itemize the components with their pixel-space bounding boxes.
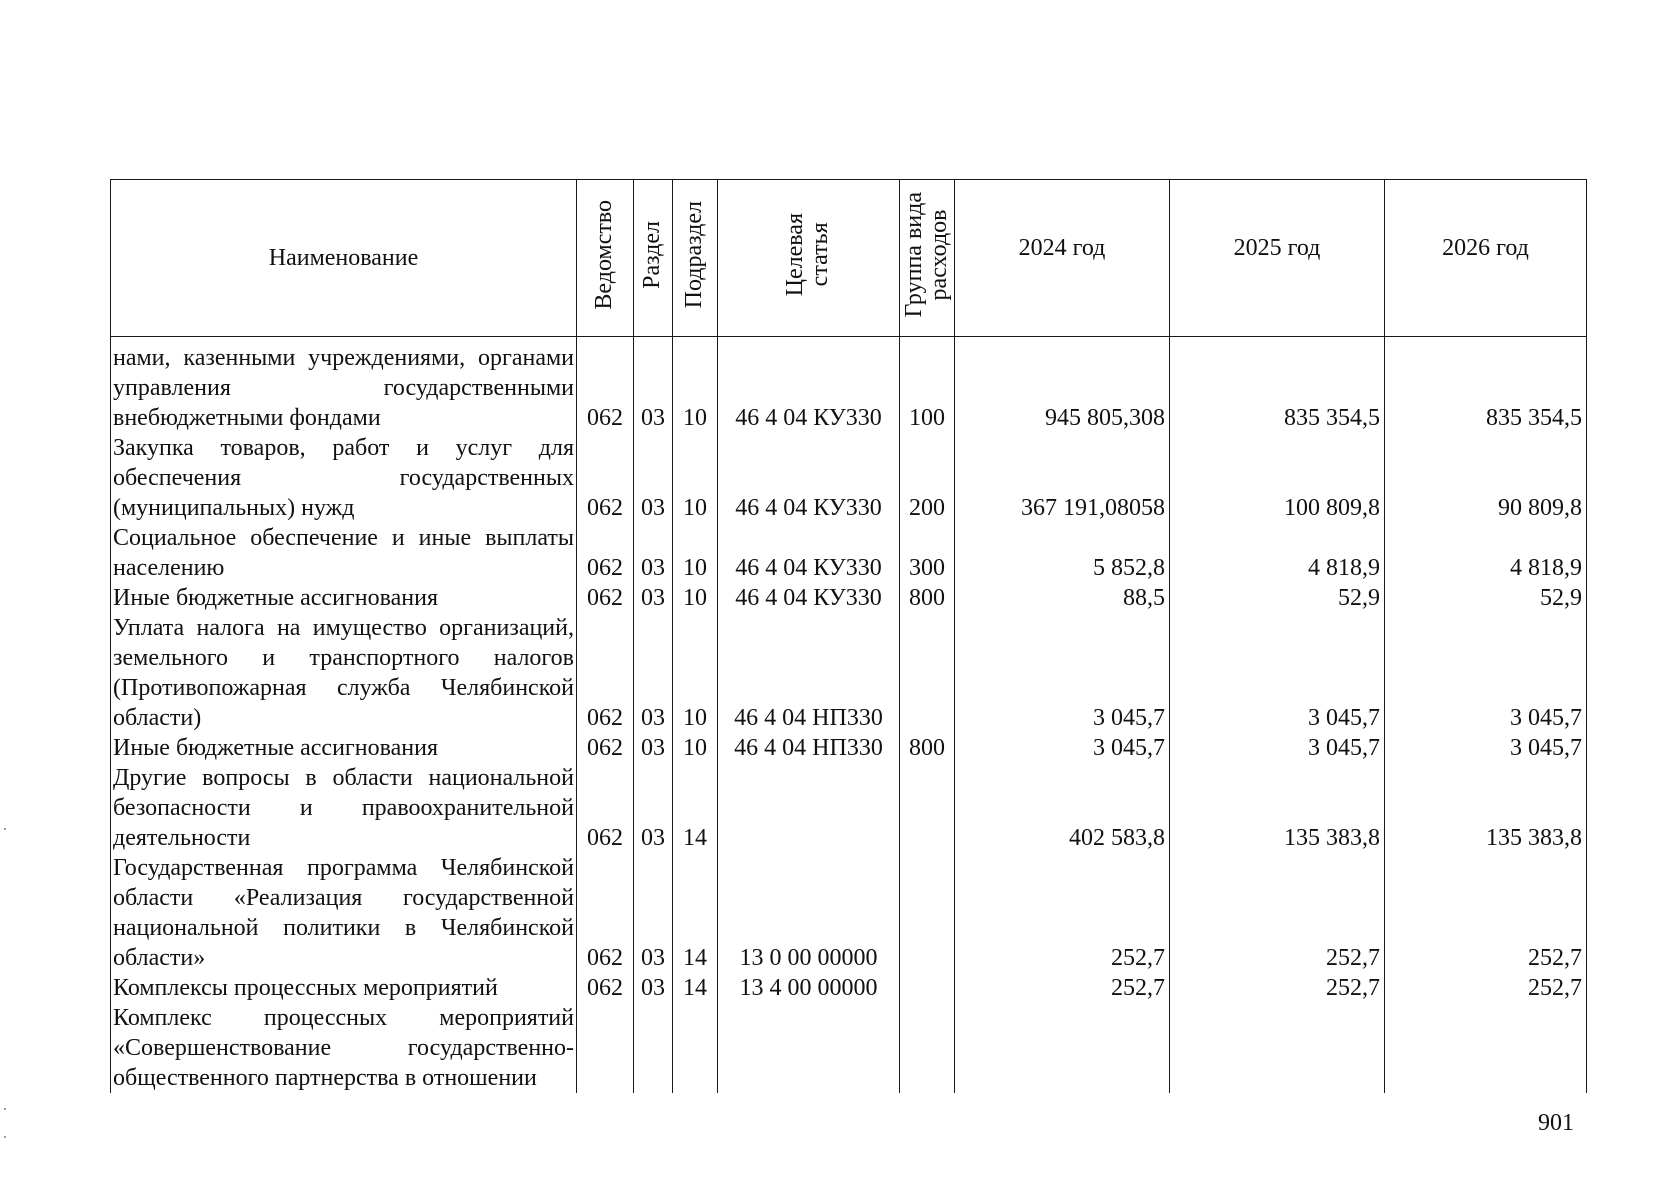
cell-group bbox=[900, 1003, 955, 1093]
cell-group: 300 bbox=[900, 523, 955, 583]
cell-2026: 252,7 bbox=[1385, 973, 1587, 1003]
cell-2026: 4 818,9 bbox=[1385, 523, 1587, 583]
cell-target: 13 0 00 00000 bbox=[718, 853, 900, 973]
cell-2026: 835 354,5 bbox=[1385, 337, 1587, 434]
cell-2025: 252,7 bbox=[1170, 973, 1385, 1003]
cell-group: 200 bbox=[900, 433, 955, 523]
cell-dept: 062 bbox=[577, 853, 634, 973]
scan-artifact bbox=[4, 828, 6, 830]
cell-target: 46 4 04 НП330 bbox=[718, 613, 900, 733]
cell-dept: 062 bbox=[577, 433, 634, 523]
cell-name: Другие вопросы в области национальной безопасности и правоохранительной деятельности bbox=[111, 763, 577, 853]
cell-group: 100 bbox=[900, 337, 955, 434]
table-row bbox=[111, 337, 1587, 434]
cell-subsection: 14 bbox=[673, 763, 718, 853]
cell-subsection bbox=[673, 1003, 718, 1093]
cell-section: 03 bbox=[634, 853, 673, 973]
cell-dept: 062 bbox=[577, 523, 634, 583]
cell-name: Закупка товаров, работ и услуг для обеспечения государственных (муниципальных) нужд bbox=[111, 433, 577, 523]
cell-section: 03 bbox=[634, 613, 673, 733]
cell-2025: 3 045,7 bbox=[1170, 613, 1385, 733]
cell-section: 03 bbox=[634, 337, 673, 434]
scan-artifact bbox=[4, 1108, 6, 1110]
table-row bbox=[111, 973, 1587, 1003]
cell-2025 bbox=[1170, 1003, 1385, 1093]
cell-section: 03 bbox=[634, 523, 673, 583]
cell-target: 46 4 04 КУ330 bbox=[718, 523, 900, 583]
cell-2026 bbox=[1385, 1003, 1587, 1093]
cell-section: 03 bbox=[634, 433, 673, 523]
cell-subsection: 10 bbox=[673, 613, 718, 733]
cell-dept: 062 bbox=[577, 973, 634, 1003]
table-row bbox=[111, 433, 1587, 523]
cell-subsection: 14 bbox=[673, 853, 718, 973]
table-header-row bbox=[111, 180, 1587, 337]
cell-subsection: 10 bbox=[673, 733, 718, 763]
cell-name: Иные бюджетные ассигнования bbox=[111, 733, 577, 763]
cell-subsection: 10 bbox=[673, 337, 718, 434]
header-name: Наименование bbox=[111, 180, 577, 337]
cell-2026: 252,7 bbox=[1385, 853, 1587, 973]
table-row bbox=[111, 853, 1587, 973]
cell-name: Комплексы процессных мероприятий bbox=[111, 973, 577, 1003]
table-row bbox=[111, 613, 1587, 733]
cell-2026: 3 045,7 bbox=[1385, 733, 1587, 763]
cell-target: 46 4 04 НП330 bbox=[718, 733, 900, 763]
cell-2025: 252,7 bbox=[1170, 853, 1385, 973]
cell-group: 800 bbox=[900, 583, 955, 613]
cell-subsection: 10 bbox=[673, 583, 718, 613]
cell-group bbox=[900, 853, 955, 973]
cell-2024: 367 191,08058 bbox=[955, 433, 1170, 523]
cell-2025: 4 818,9 bbox=[1170, 523, 1385, 583]
cell-2024 bbox=[955, 1003, 1170, 1093]
table-row bbox=[111, 763, 1587, 853]
scan-artifact bbox=[4, 1136, 6, 1138]
cell-name: Уплата налога на имущество организаций, земельного и транспортного налогов (Противопожарная служба Челябинской области) bbox=[111, 613, 577, 733]
cell-dept: 062 bbox=[577, 733, 634, 763]
cell-2024: 88,5 bbox=[955, 583, 1170, 613]
cell-2026: 52,9 bbox=[1385, 583, 1587, 613]
cell-group bbox=[900, 973, 955, 1003]
table-row bbox=[111, 1003, 1587, 1093]
cell-section: 03 bbox=[634, 733, 673, 763]
header-dept: Ведомство bbox=[577, 180, 634, 337]
header-2025: 2025 год bbox=[1170, 180, 1385, 337]
cell-subsection: 14 bbox=[673, 973, 718, 1003]
cell-2024: 402 583,8 bbox=[955, 763, 1170, 853]
cell-section: 03 bbox=[634, 973, 673, 1003]
cell-target: 46 4 04 КУ330 bbox=[718, 433, 900, 523]
cell-2025: 3 045,7 bbox=[1170, 733, 1385, 763]
cell-dept: 062 bbox=[577, 337, 634, 434]
table-row bbox=[111, 733, 1587, 763]
cell-name: нами, казенными учреждениями, органами управления государственными внебюджетными фондами bbox=[111, 337, 577, 434]
header-section: Раздел bbox=[634, 180, 673, 337]
cell-group bbox=[900, 763, 955, 853]
cell-2024: 945 805,308 bbox=[955, 337, 1170, 434]
cell-name: Государственная программа Челябинской области «Реализация государственной национальной политики в Челябинской области» bbox=[111, 853, 577, 973]
cell-2025: 100 809,8 bbox=[1170, 433, 1385, 523]
cell-group: 800 bbox=[900, 733, 955, 763]
cell-subsection: 10 bbox=[673, 433, 718, 523]
cell-target: 46 4 04 КУ330 bbox=[718, 337, 900, 434]
cell-2024: 3 045,7 bbox=[955, 733, 1170, 763]
cell-section: 03 bbox=[634, 583, 673, 613]
header-2024: 2024 год bbox=[955, 180, 1170, 337]
cell-2025: 135 383,8 bbox=[1170, 763, 1385, 853]
header-2026: 2026 год bbox=[1385, 180, 1587, 337]
cell-dept bbox=[577, 1003, 634, 1093]
cell-group bbox=[900, 613, 955, 733]
cell-2024: 252,7 bbox=[955, 973, 1170, 1003]
header-subsection: Подраздел bbox=[673, 180, 718, 337]
cell-name: Иные бюджетные ассигнования bbox=[111, 583, 577, 613]
cell-name: Социальное обеспечение и иные выплаты населению bbox=[111, 523, 577, 583]
cell-2025: 52,9 bbox=[1170, 583, 1385, 613]
cell-dept: 062 bbox=[577, 613, 634, 733]
budget-table bbox=[110, 179, 1587, 1093]
header-group: Группа вида расходов bbox=[900, 180, 955, 337]
cell-dept: 062 bbox=[577, 583, 634, 613]
table-row bbox=[111, 583, 1587, 613]
cell-2025: 835 354,5 bbox=[1170, 337, 1385, 434]
cell-target bbox=[718, 763, 900, 853]
cell-target: 46 4 04 КУ330 bbox=[718, 583, 900, 613]
cell-2026: 90 809,8 bbox=[1385, 433, 1587, 523]
table-row bbox=[111, 523, 1587, 583]
cell-2024: 5 852,8 bbox=[955, 523, 1170, 583]
cell-dept: 062 bbox=[577, 763, 634, 853]
cell-target: 13 4 00 00000 bbox=[718, 973, 900, 1003]
cell-2024: 3 045,7 bbox=[955, 613, 1170, 733]
cell-name: Комплекс процессных мероприятий «Совершенствование государственно-общественного партнерства в отношении bbox=[111, 1003, 577, 1093]
cell-2024: 252,7 bbox=[955, 853, 1170, 973]
cell-section bbox=[634, 1003, 673, 1093]
header-target: Целевая статья bbox=[718, 180, 900, 337]
cell-2026: 135 383,8 bbox=[1385, 763, 1587, 853]
cell-subsection: 10 bbox=[673, 523, 718, 583]
cell-section: 03 bbox=[634, 763, 673, 853]
page-number: 901 bbox=[1538, 1110, 1574, 1136]
cell-2026: 3 045,7 bbox=[1385, 613, 1587, 733]
cell-target bbox=[718, 1003, 900, 1093]
